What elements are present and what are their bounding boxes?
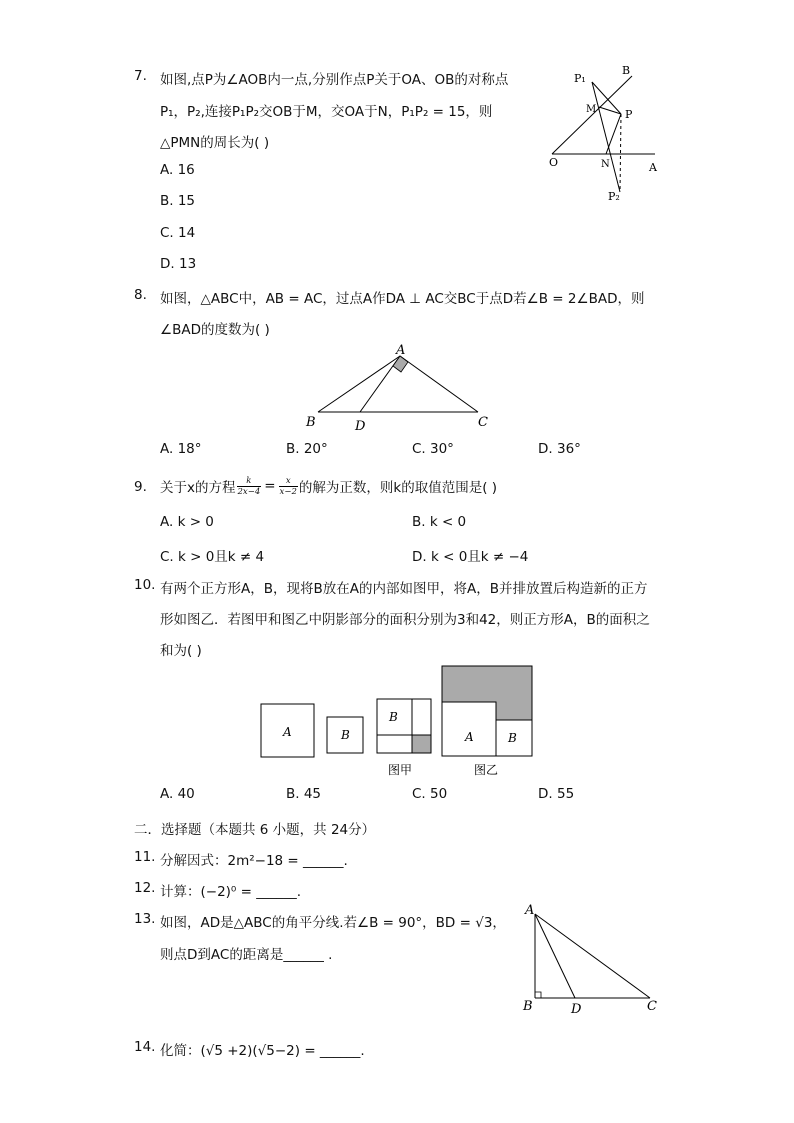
q10-option-b: B. 45 [286,786,322,802]
q7-label-o: O [549,156,559,169]
q10-option-a: A. 40 [160,786,195,802]
q9-frac2-num: x [285,475,291,486]
q7-line3: △PMN的周长为( ) [160,135,270,151]
q7-label-p2: P₂ [608,190,620,203]
q7-label-b: B [622,64,631,77]
q8-label-d: D [355,419,366,434]
q11-text: 分解因式：2m²−18 = ______. [160,853,348,869]
q10-square-b-label: B [341,728,350,742]
q13-label-a: A [525,903,535,918]
q9-number: 9. [134,479,147,495]
q13-line1: 如图，AD是△ABC的角平分线.若∠B = 90°，BD = √3， [160,915,506,931]
q10-jia-b-label: B [389,710,398,724]
q10-figure [255,660,545,782]
q7-label-a: A [649,161,657,174]
q13-label-d: D [571,1002,582,1017]
q9-fraction-2 [279,476,298,497]
q8-figure [300,340,500,435]
section-2-heading: 二．选择题（本题共 6 小题，共 24分） [134,822,376,838]
q7-label-p: P [625,108,633,121]
q8-label-a: A [396,343,406,358]
q9-fraction-1 [237,476,262,497]
q7-label-p1: P₁ [574,72,586,85]
q9-option-d: D. k < 0且k ≠ −4 [412,549,529,565]
q10-line1: 有两个正方形A，B，现将B放在A的内部如图甲，将A，B并排放置后构造新的正方 [160,581,648,597]
q9-option-b: B. k < 0 [412,514,467,530]
q7-line1: 如图,点P为∠AOB内一点,分别作点P关于OA、OB的对称点 [160,72,509,88]
q8-number: 8. [134,287,147,303]
q8-option-c: C. 30° [412,441,454,457]
q9-stem [160,472,497,500]
q7-line2: P₁，P₂,连接P₁P₂交OB于M，交OA于N，P₁P₂ = 15，则 [160,104,493,120]
q12-text: 计算：(−2)⁰ = ______. [160,884,302,900]
q7-option-d: D. 13 [160,256,197,272]
q7-number: 7. [134,68,147,84]
q13-number: 13. [134,911,156,927]
q9-option-a: A. k > 0 [160,514,214,530]
q7-label-m: M [586,104,597,115]
q8-label-c: C [478,415,488,430]
q11-number: 11. [134,849,156,865]
q9-frac1-den: 2x−4 [237,486,261,497]
q14-number: 14. [134,1039,156,1055]
q9-frac1-num: k [246,475,252,486]
q8-line2: ∠BAD的度数为( ) [160,322,270,338]
q10-yi-a-label: A [465,730,474,744]
q13-label-c: C [647,999,657,1014]
q9-prefix: 关于x的方程 [160,480,236,496]
q10-yi-caption: 图乙 [474,763,499,777]
q8-label-b: B [306,415,316,430]
q9-suffix: 的解为正数，则k的取值范围是( ) [298,480,498,496]
q10-option-c: C. 50 [412,786,448,802]
q8-option-b: B. 20° [286,441,328,457]
q7-figure [540,58,670,208]
q9-option-c: C. k > 0且k ≠ 4 [160,549,265,565]
q8-option-a: A. 18° [160,441,202,457]
q10-yi-b-label: B [508,731,517,745]
q8-line1: 如图，△ABC中，AB = AC，过点A作DA ⊥ AC交BC于点D若∠B = 2∠BAD，则 [160,291,645,307]
q10-jia-caption: 图甲 [388,763,413,777]
q12-number: 12. [134,880,156,896]
q9-equals: = [264,478,276,494]
q9-frac2-den: x−2 [279,486,297,497]
q13-line2: 则点D到AC的距离是______ . [160,947,333,963]
q8-option-d: D. 36° [538,441,581,457]
q10-square-a-label: A [283,725,292,739]
q13-figure [515,900,665,1020]
q10-line3: 和为( ) [160,643,202,659]
q10-number: 10. [134,577,156,593]
q7-label-n: N [601,159,610,170]
q10-line2: 形如图乙．若图甲和图乙中阴影部分的面积分别为3和42，则正方形A，B的面积之 [160,612,650,628]
q13-label-b: B [523,999,533,1014]
q10-option-d: D. 55 [538,786,575,802]
q7-option-b: B. 15 [160,193,196,209]
q14-text: 化简：(√5 +2)(√5−2) = ______. [160,1043,365,1059]
q7-option-a: A. 16 [160,162,195,178]
q7-option-c: C. 14 [160,225,196,241]
